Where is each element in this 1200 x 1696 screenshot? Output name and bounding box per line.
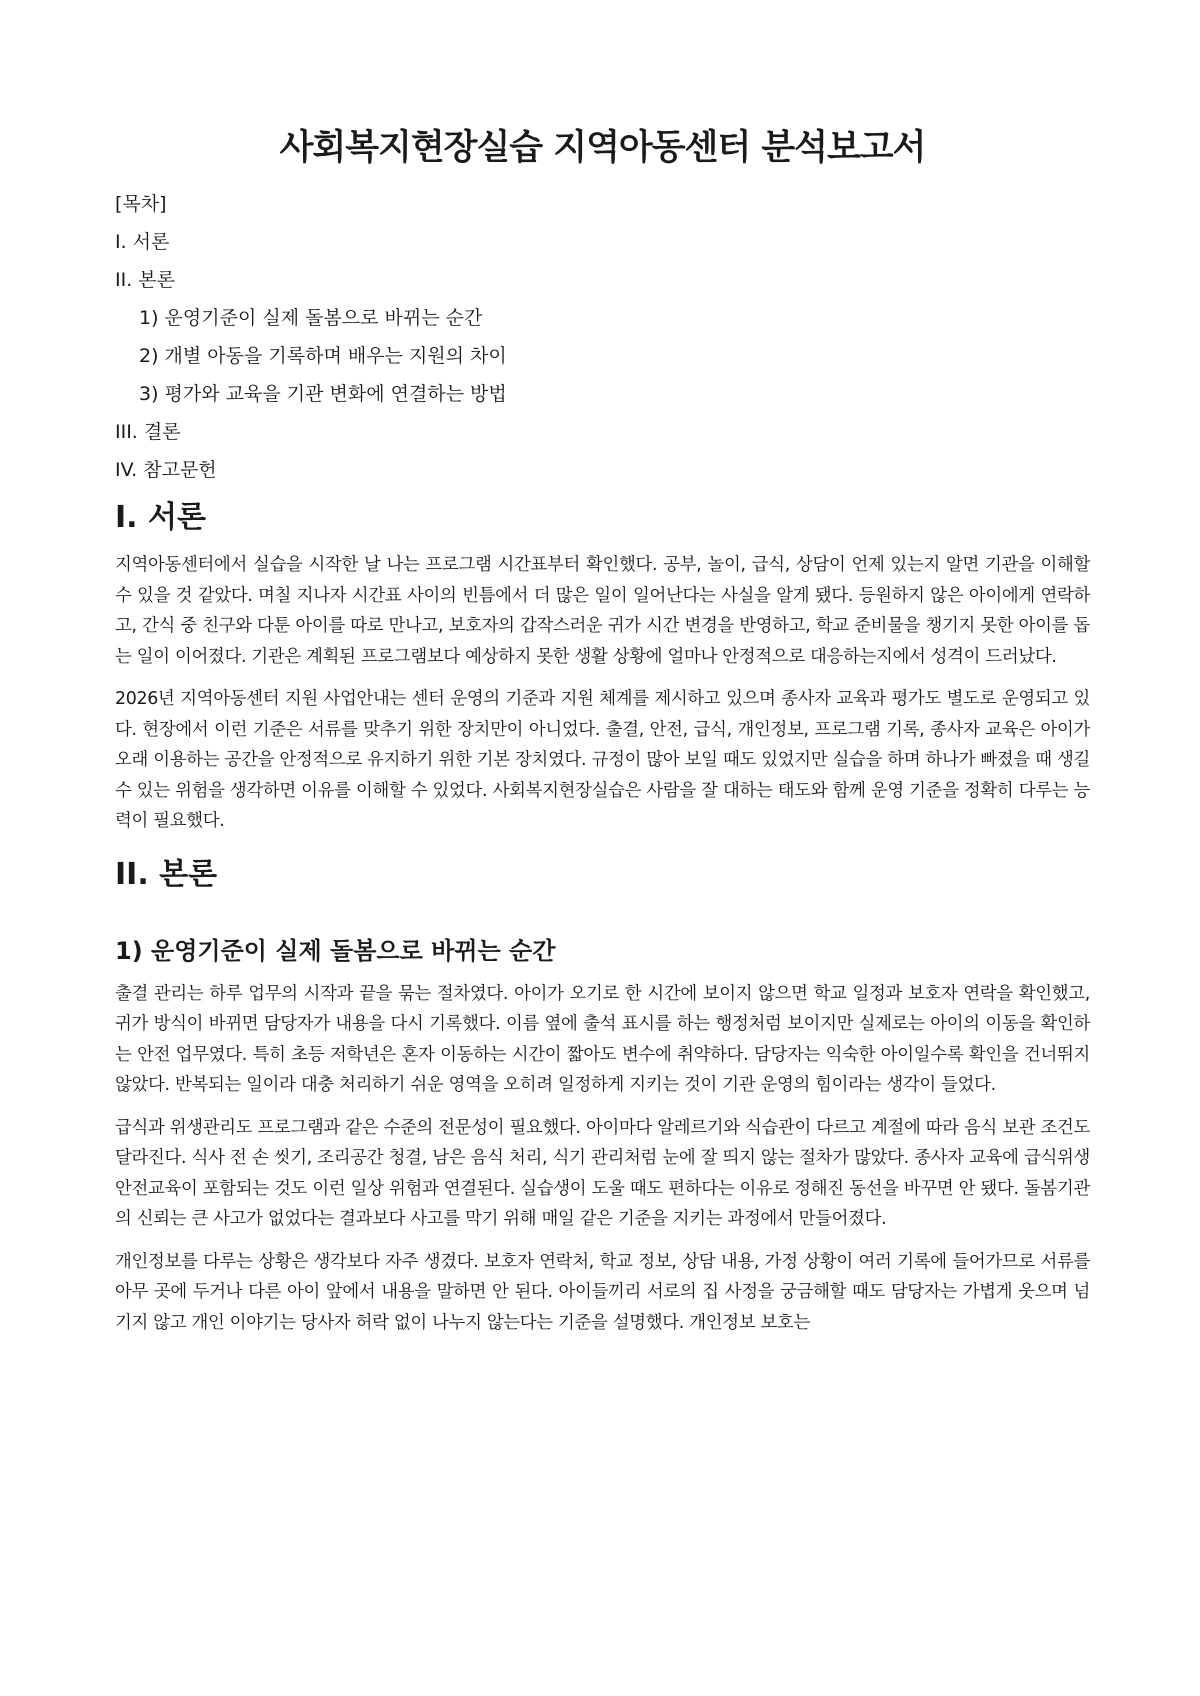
toc-header: [목차] <box>115 193 167 215</box>
introduction-paragraph: 2026년 지역아동센터 지원 사업안내는 센터 운영의 기준과 지원 체계를 제시하고 있으며 종사자 교육과 평가도 별도로 운영되고 있다. 현장에서 이런 기준은 서류를 맞추기 위한 장치만이 아니었다. 출결, 안전, 급식, 개인정보, 프로그램 기록, 종사자 교육은 아이가 오래 이용하는 공간을 안정적으로 유지하기 위한 기본 장치였다. 규정이 많아 보일 때도 있었지만 실습을 하며 하나가 빠졌을 때 생길 수 있는 위험을 생각하면 이유를 이해할 수 있었다. 사회복지현장실습은 사람을 잘 대하는 태도와 함께 운영 기준을 정확히 다루는 능력이 필요했다. <box>115 689 1090 831</box>
introduction-section <box>115 498 1090 837</box>
body-paragraph: 급식과 위생관리도 프로그램과 같은 수준의 전문성이 필요했다. 아이마다 알레르기와 식습관이 다르고 계절에 따라 음식 보관 조건도 달라진다. 식사 전 손 씻기, 조리공간 청결, 남은 음식 처리, 식기 관리처럼 눈에 잘 띄지 않는 절차가 많았다. 종사자 교육에 급식위생안전교육이 포함되는 것도 이런 일상 위험과 연결된다. 실습생이 도울 때도 편하다는 이유로 정해진 동선을 바꾸면 안 됐다. 돌봄기관의 신뢰는 큰 사고가 없었다는 결과보다 사고를 막기 위해 매일 같은 기준을 지키는 과정에서 만들어졌다. <box>115 1117 1090 1229</box>
body-paragraph: 개인정보를 다루는 상황은 생각보다 자주 생겼다. 보호자 연락처, 학교 정보, 상담 내용, 가정 상황이 여러 기록에 들어가므로 서류를 아무 곳에 두거나 다른 아이 앞에서 내용을 말하면 안 된다. 아이들끼리 서로의 집 사정을 궁금해할 때도 담당자는 가볍게 웃으며 넘기지 않고 개인 이야기는 당사자 허락 없이 나누지 않는다는 기준을 설명했다. 개인정보 보호는 <box>115 1251 1090 1333</box>
toc-item-introduction: I. 서론 <box>115 231 170 253</box>
toc-item-body: II. 본론 <box>115 269 175 291</box>
introduction-heading: I. 서론 <box>115 500 206 535</box>
toc-item-conclusion: III. 결론 <box>115 421 181 443</box>
subsection-heading: 1) 운영기준이 실제 돌봄으로 바뀌는 순간 <box>115 936 556 965</box>
toc-item-body-2: 2) 개별 아동을 기록하며 배우는 지원의 차이 <box>139 345 507 367</box>
body-paragraph: 출결 관리는 하루 업무의 시작과 끝을 묶는 절차였다. 아이가 오기로 한 시간에 보이지 않으면 학교 일정과 보호자 연락을 확인했고, 귀가 방식이 바뀌면 담당자가 내용을 다시 기록했다. 이름 옆에 출석 표시를 하는 행정처럼 보이지만 실제로는 아이의 이동을 확인하는 안전 업무였다. 특히 초등 저학년은 혼자 이동하는 시간이 짧아도 변수에 취약하다. 담당자는 익숙한 아이일수록 확인을 건너뛰지 않았다. 반복되는 일이라 대충 처리하기 쉬운 영역을 오히려 일정하게 지키는 것이 기관 운영의 힘이라는 생각이 들었다. <box>115 983 1091 1095</box>
table-of-contents <box>115 192 1090 482</box>
toc-item-body-3: 3) 평가와 교육을 기관 변화에 연결하는 방법 <box>139 383 507 405</box>
body-section <box>115 855 1090 1339</box>
toc-item-references: IV. 참고문헌 <box>115 459 217 481</box>
document-page <box>115 0 1090 1350</box>
body-heading: II. 본론 <box>115 856 218 892</box>
toc-item-body-1: 1) 운영기준이 실제 돌봄으로 바뀌는 순간 <box>139 307 483 329</box>
introduction-paragraph: 지역아동센터에서 실습을 시작한 날 나는 프로그램 시간표부터 확인했다. 공부, 놀이, 급식, 상담이 언제 있는지 알면 기관을 이해할 수 있을 것 같았다. 며칠 지나자 시간표 사이의 빈틈에서 더 많은 일이 일어난다는 사실을 알게 됐다. 등원하지 않은 아이에게 연락하고, 간식 중 친구와 다툰 아이를 따로 만나고, 보호자의 갑작스러운 귀가 시간 변경을 반영하고, 학교 준비물을 챙기지 못한 아이를 돕는 일이 이어졌다. 기관은 계획된 프로그램보다 예상하지 못한 생활 상황에 얼마나 안정적으로 대응하는지에서 성격이 드러났다. <box>115 555 1090 667</box>
document-title: 사회복지현장실습 지역아동센터 분석보고서 <box>279 128 926 168</box>
